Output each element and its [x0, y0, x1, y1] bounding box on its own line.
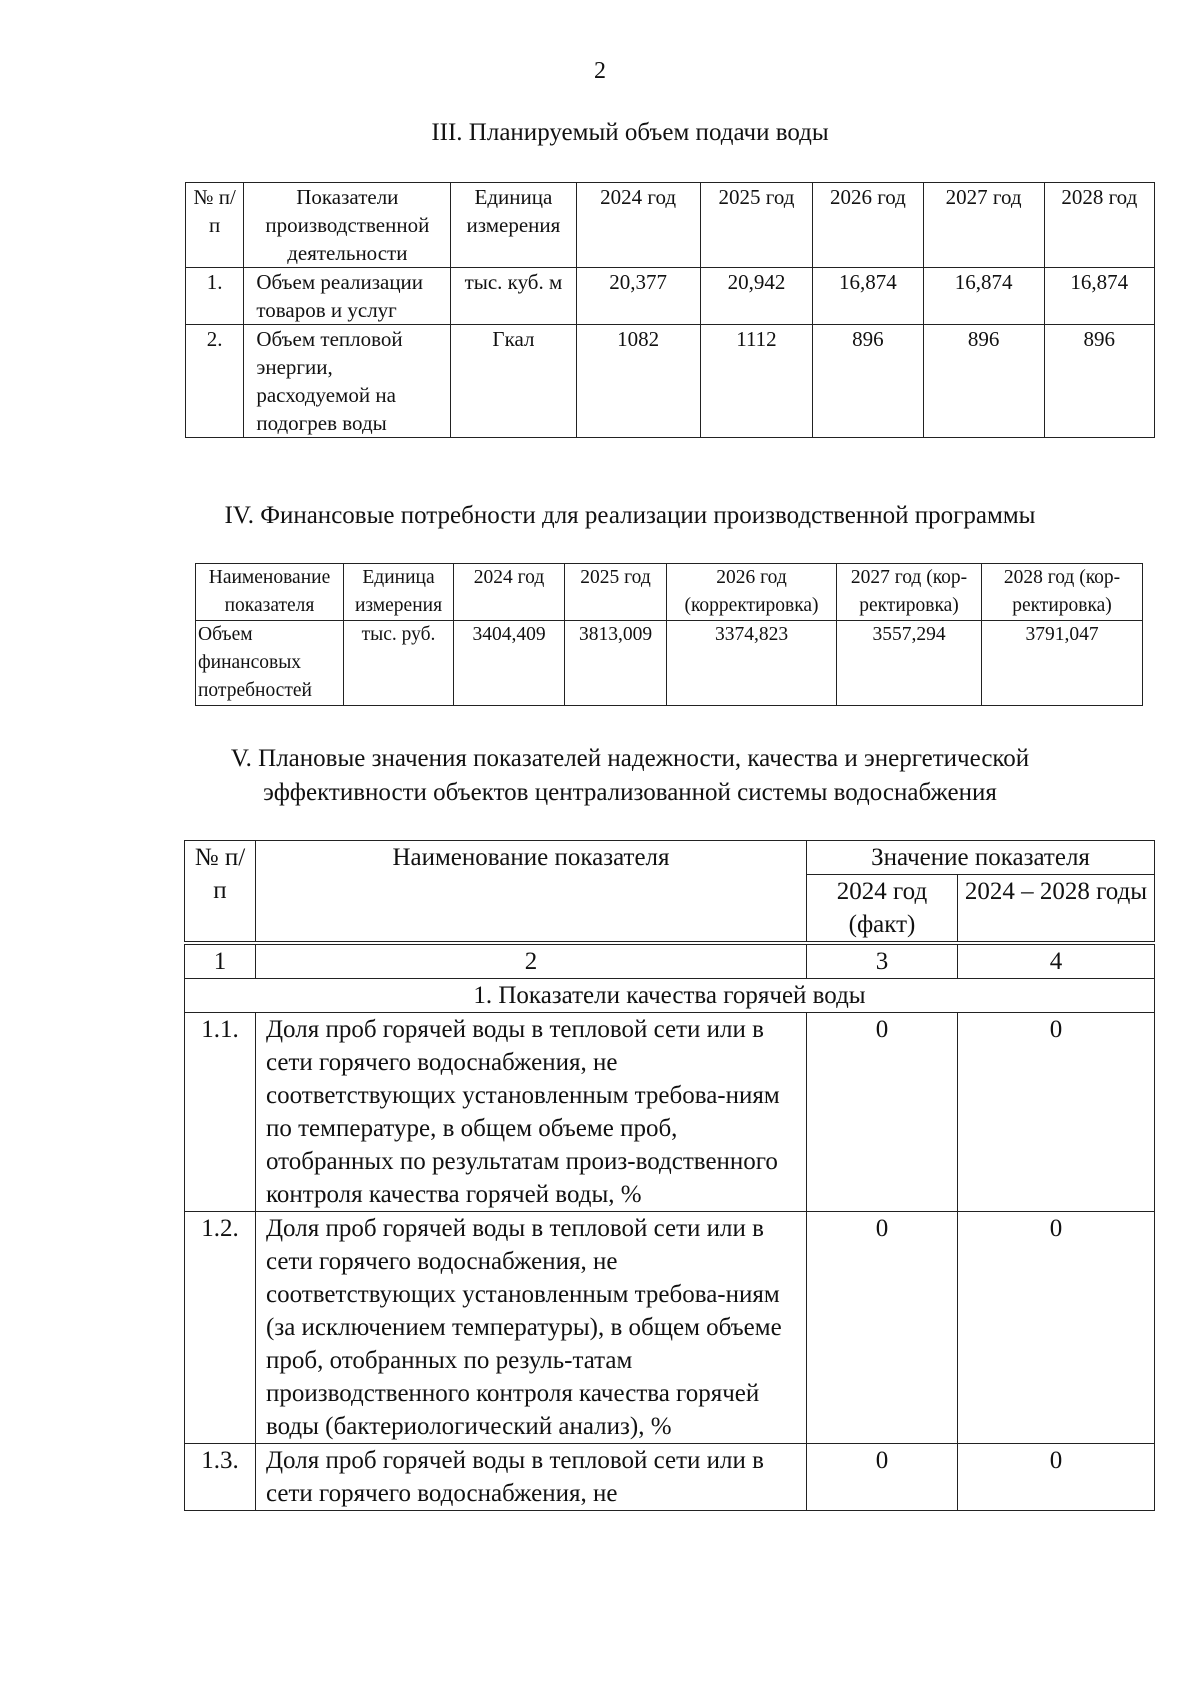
- table-cell: 1.1.: [185, 1013, 256, 1212]
- table-cell: 20,377: [576, 268, 700, 325]
- table-cell: 1.3.: [185, 1444, 256, 1511]
- table-cell: Доля проб горячей воды в тепловой сети или в сети горячего водоснабжения, не: [256, 1444, 807, 1511]
- table-cell: 3374,823: [667, 621, 837, 706]
- header-cell: 2027 год (кор-ректировка): [837, 564, 982, 621]
- financial-needs-table: [195, 563, 1143, 706]
- column-number-row: [185, 943, 1155, 979]
- table-row: [186, 325, 1155, 438]
- table-cell: 0: [958, 1212, 1155, 1444]
- header-cell: 2024 год: [454, 564, 565, 621]
- table-cell: 16,874: [1044, 268, 1154, 325]
- table-cell: Доля проб горячей воды в тепловой сети или в сети горячего водоснабжения, не соответствующих установленным требова-ниям (за исключением температуры), в общем объеме проб, отобранных по резуль-татам производственного контроля качества горячей воды (бактериологический анализ), %: [256, 1212, 807, 1444]
- table-cell: 2: [256, 943, 807, 979]
- header-cell: № п/п: [186, 183, 244, 268]
- header-cell: Наименование показателя: [196, 564, 344, 621]
- header-cell: 2028 год (кор-ректировка): [982, 564, 1143, 621]
- table-row: [185, 1444, 1155, 1511]
- section-5-heading: V. Плановые значения показателей надежности, качества и энергетической эффективности объектов централизованной системы водоснабжения: [230, 745, 1030, 806]
- table-cell: 896: [923, 325, 1044, 438]
- table-header-row: [196, 564, 1143, 621]
- table-cell: 0: [958, 1444, 1155, 1511]
- group-title-row: [185, 979, 1155, 1013]
- table-row: [185, 1212, 1155, 1444]
- table-row: [185, 1013, 1155, 1212]
- header-cell: 2024 год: [576, 183, 700, 268]
- table-cell: 1082: [576, 325, 700, 438]
- header-cell: № п/п: [185, 841, 256, 944]
- table-cell: 4: [958, 943, 1155, 979]
- section-4-heading: IV. Финансовые потребности для реализации производственной программы: [224, 502, 1036, 529]
- table-cell: тыс. руб.: [344, 621, 454, 706]
- table-cell: 0: [958, 1013, 1155, 1212]
- table-cell: 1112: [700, 325, 813, 438]
- header-cell: Показатели производственной деятельности: [244, 183, 451, 268]
- table-cell: 16,874: [813, 268, 923, 325]
- table-cell: 3813,009: [565, 621, 667, 706]
- table-cell: 896: [1044, 325, 1154, 438]
- table-cell: Объем тепловой энергии, расходуемой на подогрев воды: [244, 325, 451, 438]
- table-cell: 2.: [186, 325, 244, 438]
- header-cell: 2026 год: [813, 183, 923, 268]
- header-cell: 2027 год: [923, 183, 1044, 268]
- table-cell: 16,874: [923, 268, 1044, 325]
- table-cell: Объем финансовых потребностей: [196, 621, 344, 706]
- table-header-row: [186, 183, 1155, 268]
- header-cell: 2026 год (корректировка): [667, 564, 837, 621]
- header-cell: 2025 год: [700, 183, 813, 268]
- table-header-row: [185, 841, 1155, 875]
- page-number: 2: [594, 58, 606, 84]
- table-cell: 896: [813, 325, 923, 438]
- table-cell: 20,942: [700, 268, 813, 325]
- table-cell: 1: [185, 943, 256, 979]
- water-supply-volume-table: [185, 182, 1155, 438]
- table-cell: 0: [807, 1013, 958, 1212]
- table-cell: тыс. куб. м: [451, 268, 576, 325]
- header-cell: 2028 год: [1044, 183, 1154, 268]
- reliability-quality-table: [184, 840, 1155, 1511]
- table-cell: 0: [807, 1212, 958, 1444]
- header-cell: Значение показателя: [807, 841, 1155, 875]
- header-cell: 2024 год (факт): [807, 875, 958, 944]
- table-cell: 0: [807, 1444, 958, 1511]
- table-cell: 1.2.: [185, 1212, 256, 1444]
- table-cell: Доля проб горячей воды в тепловой сети или в сети горячего водоснабжения, не соответствующих установленным требова-ниям по температуре, в общем объеме проб, отобранных по результатам произ-водственного контроля качества горячей воды, %: [256, 1013, 807, 1212]
- table-cell: 3557,294: [837, 621, 982, 706]
- table-cell: 3: [807, 943, 958, 979]
- header-cell: 2024 – 2028 годы: [958, 875, 1155, 944]
- table-row: [196, 621, 1143, 706]
- header-cell: Наименование показателя: [256, 841, 807, 944]
- table-cell: 3404,409: [454, 621, 565, 706]
- header-cell: Единица измерения: [451, 183, 576, 268]
- table-cell: 3791,047: [982, 621, 1143, 706]
- group-title: 1. Показатели качества горячей воды: [185, 979, 1155, 1013]
- header-cell: 2025 год: [565, 564, 667, 621]
- header-cell: Единица измерения: [344, 564, 454, 621]
- table-cell: Объем реализации товаров и услуг: [244, 268, 451, 325]
- table-cell: 1.: [186, 268, 244, 325]
- table-cell: Гкал: [451, 325, 576, 438]
- table-row: [186, 268, 1155, 325]
- section-3-heading: III. Планируемый объем подачи воды: [431, 119, 829, 146]
